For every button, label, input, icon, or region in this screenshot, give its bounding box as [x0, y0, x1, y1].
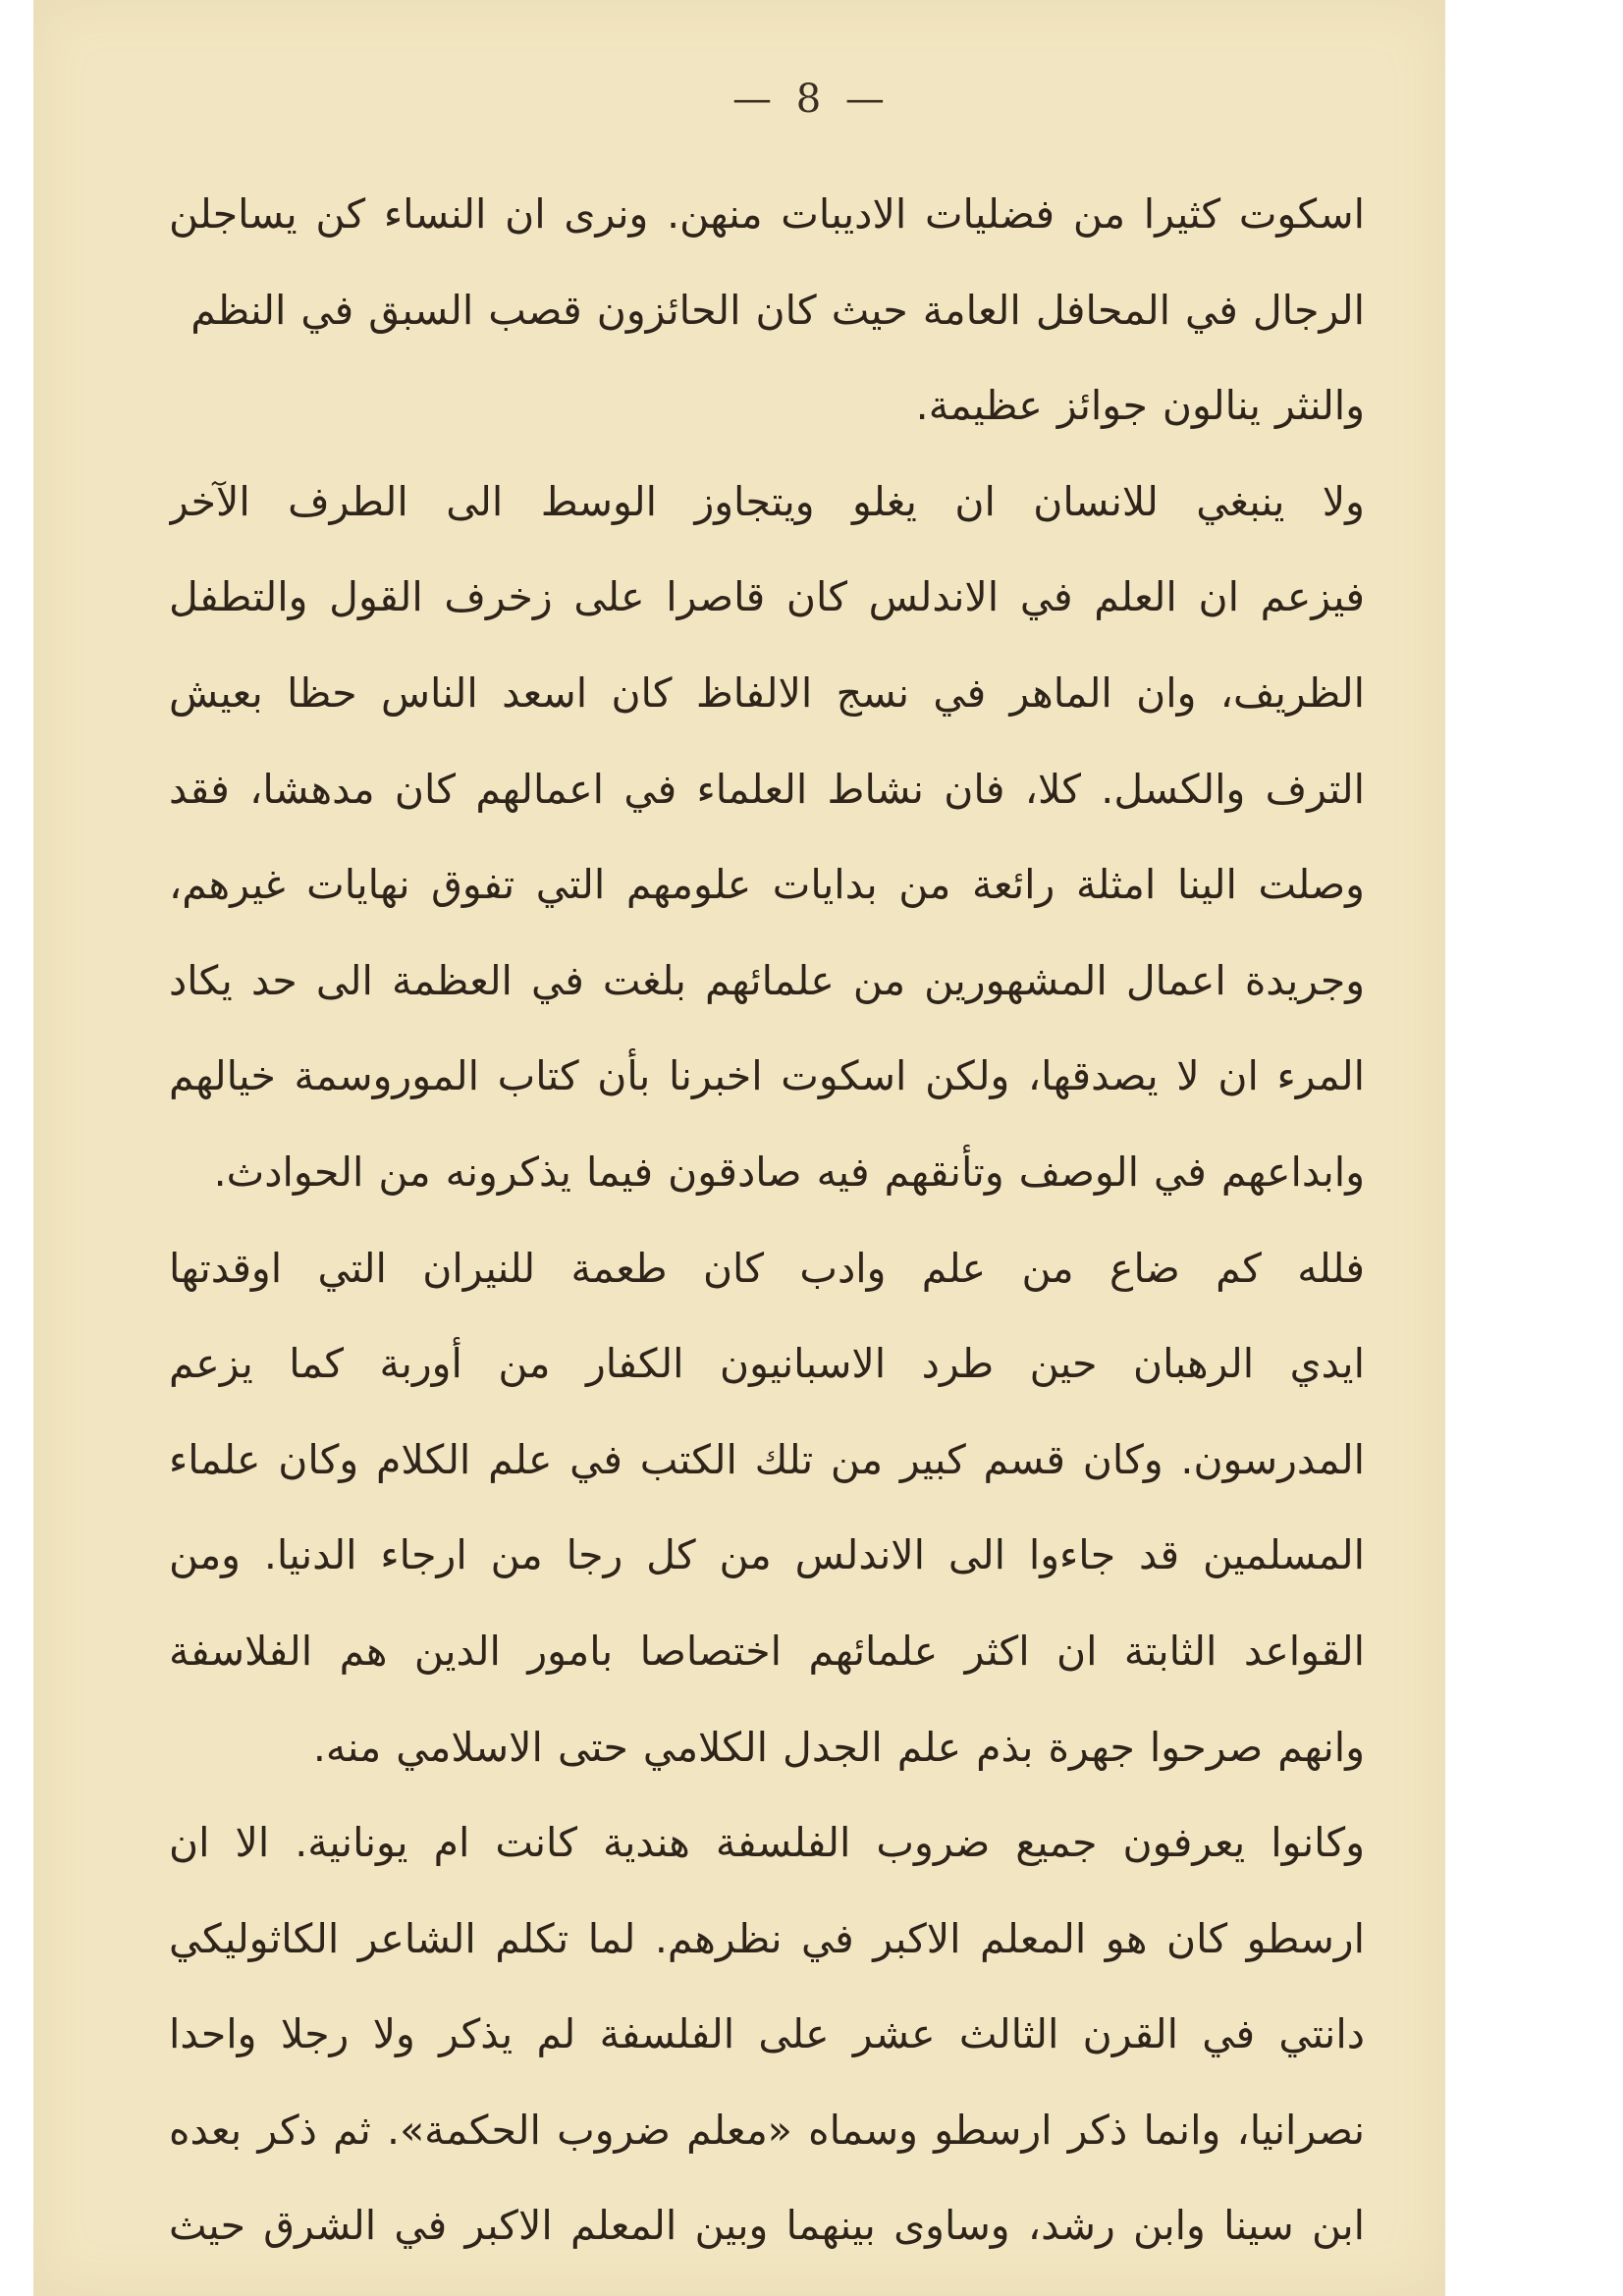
text-line: اسكوت كثيرا من فضليات الاديبات منهن. ونرى ان النساء كن يساجلن — [169, 190, 1365, 238]
text-line: ارسطو كان هو المعلم الاكبر في نظرهم. لما تكلم الشاعر الكاثوليكي — [169, 1914, 1365, 1962]
text-line: وكانوا يعرفون جميع ضروب الفلسفة هندية كانت ام يونانية. الا ان — [169, 1819, 1365, 1867]
text-line: ابن سينا وابن رشد، وساوى بينهما وبين المعلم الاكبر في الشرق حيث — [169, 2202, 1365, 2250]
text-line: وانهم صرحوا جهرة بذم علم الجدل الكلامي حتى الاسلامي منه. — [312, 1723, 1365, 1771]
text-line: وجريدة اعمال المشهورين من علمائهم بلغت في العظمة الى حد يكاد — [169, 956, 1365, 1004]
page-number: — 8 — — [732, 77, 891, 122]
text-line: فيزعم ان العلم في الاندلس كان قاصرا على زخرف القول والتطفل — [169, 573, 1365, 621]
text-line: المدرسون. وكان قسم كبير من تلك الكتب في علم الكلام وكان علماء — [169, 1435, 1365, 1483]
text-line: الرجال في المحافل العامة حيث كان الحائزون قصب السبق في النظم — [190, 286, 1365, 334]
text-line: ولا ينبغي للانسان ان يغلو ويتجاوز الوسط الى الطرف الآخر — [169, 477, 1365, 525]
text-line: وصلت الينا امثلة رائعة من بدايات علومهم التي تفوق نهايات غيرهم، — [169, 861, 1365, 909]
text-line: القواعد الثابتة ان اكثر علمائهم اختصاصا بامور الدين هم الفلاسفة — [169, 1627, 1365, 1675]
text-line: والنثر ينالون جوائز عظيمة. — [915, 382, 1365, 430]
text-line: المرء ان لا يصدقها، ولكن اسكوت اخبرنا بأن كتاب الموروسمة خيالهم — [169, 1052, 1365, 1100]
text-line: الترف والكسل. كلا، فان نشاط العلماء في اعمالهم كان مدهشا، فقد — [169, 765, 1365, 813]
text-line: الظريف، وان الماهر في نسج الالفاظ كان اسعد الناس حظا بعيش — [169, 668, 1365, 717]
text-line: دانتي في القرن الثالث عشر على الفلسفة لم يذكر ولا رجلا واحدا — [169, 2010, 1365, 2058]
text-line: فلله كم ضاع من علم وادب كان طعمة للنيران التي اوقدتها — [169, 1244, 1365, 1292]
text-line: المسلمين قد جاءوا الى الاندلس من كل رجا من ارجاء الدنيا. ومن — [169, 1531, 1365, 1579]
body-text — [169, 167, 1365, 2274]
text-line: ايدي الرهبان حين طرد الاسبانيون الكفار من أوربة كما يزعم — [169, 1340, 1365, 1388]
text-line: وابداعهم في الوصف وتأنقهم فيه صادقون فيما يذكرونه من الحوادث. — [213, 1148, 1365, 1196]
text-line: نصرانيا، وانما ذكر ارسطو وسماه «معلم ضروب الحكمة». ثم ذكر بعده — [169, 2106, 1365, 2154]
